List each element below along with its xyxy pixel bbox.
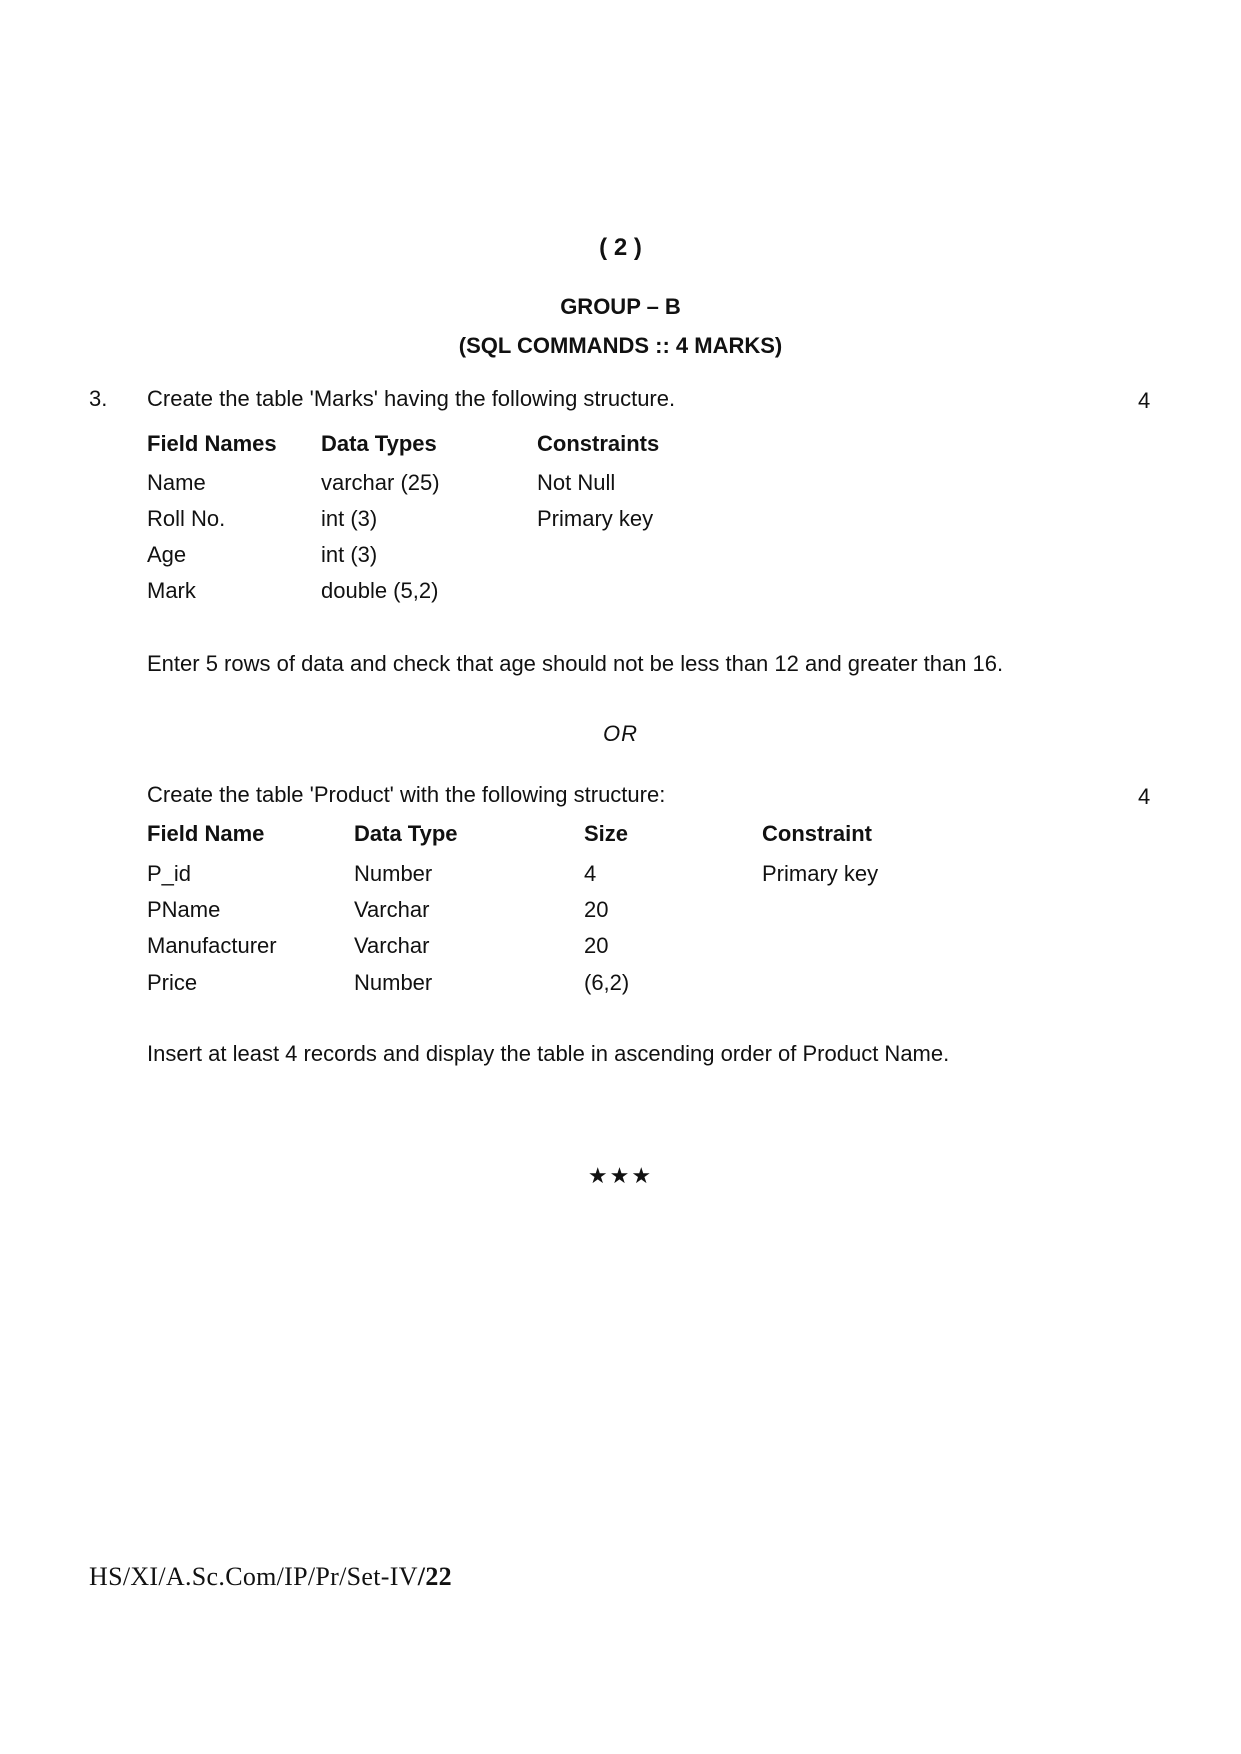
table2-header-cell: Data Type (354, 821, 458, 846)
marks-alt: 4 (1138, 784, 1151, 809)
table2-cell: 20 (584, 897, 609, 922)
footer-code (89, 1562, 452, 1592)
group-title: GROUP – B (560, 294, 681, 319)
marks-main: 4 (1138, 388, 1151, 413)
table2-cell: PName (147, 897, 221, 922)
table1-cell: int (3) (321, 506, 378, 531)
table2-cell: Varchar (354, 897, 430, 922)
question-intro: Create the table 'Marks' having the following structure. (147, 386, 676, 411)
table2-cell: 4 (584, 861, 597, 886)
table1-cell: Mark (147, 578, 196, 603)
table2-header-cell: Size (584, 821, 629, 846)
table1-cell: Not Null (537, 470, 616, 495)
instruction-1: Enter 5 rows of data and check that age should not be less than 12 and greater than 16. (147, 651, 1004, 676)
table1-header-cell: Constraints (537, 431, 660, 456)
end-mark: ★★★ (587, 1163, 654, 1188)
table2-cell: Varchar (354, 933, 430, 958)
footer-year: /22 (417, 1562, 452, 1591)
table2-cell: (6,2) (584, 970, 630, 995)
or-label: OR (603, 721, 638, 746)
page-number: ( 2 ) (599, 234, 642, 261)
table2-cell: Number (354, 861, 433, 886)
question-number: 3. (89, 386, 108, 411)
group-subtitle: (SQL COMMANDS :: 4 MARKS) (458, 333, 783, 358)
table2-cell: Price (147, 970, 198, 995)
table1-cell: Roll No. (147, 506, 226, 531)
table1-cell: Age (147, 542, 187, 567)
table2-cell: 20 (584, 933, 609, 958)
table1-cell: Primary key (537, 506, 654, 531)
table2-cell: Number (354, 970, 433, 995)
table2-cell: P_id (147, 861, 192, 886)
instruction-2: Insert at least 4 records and display the table in ascending order of Product Name. (147, 1041, 950, 1066)
table2-header-cell: Field Name (147, 821, 265, 846)
table1-header-cell: Field Names (147, 431, 277, 456)
table2-cell: Manufacturer (147, 933, 277, 958)
table2-header-cell: Constraint (762, 821, 872, 846)
table1-cell: double (5,2) (321, 578, 439, 603)
table1-cell: varchar (25) (321, 470, 440, 495)
table1-header-cell: Data Types (321, 431, 437, 456)
table2-cell: Primary key (762, 861, 879, 886)
table1-cell: int (3) (321, 542, 378, 567)
footer-code-text: HS/XI/A.Sc.Com/IP/Pr/Set-IV (89, 1562, 418, 1591)
alt-intro: Create the table 'Product' with the following structure: (147, 782, 666, 807)
table1-cell: Name (147, 470, 206, 495)
